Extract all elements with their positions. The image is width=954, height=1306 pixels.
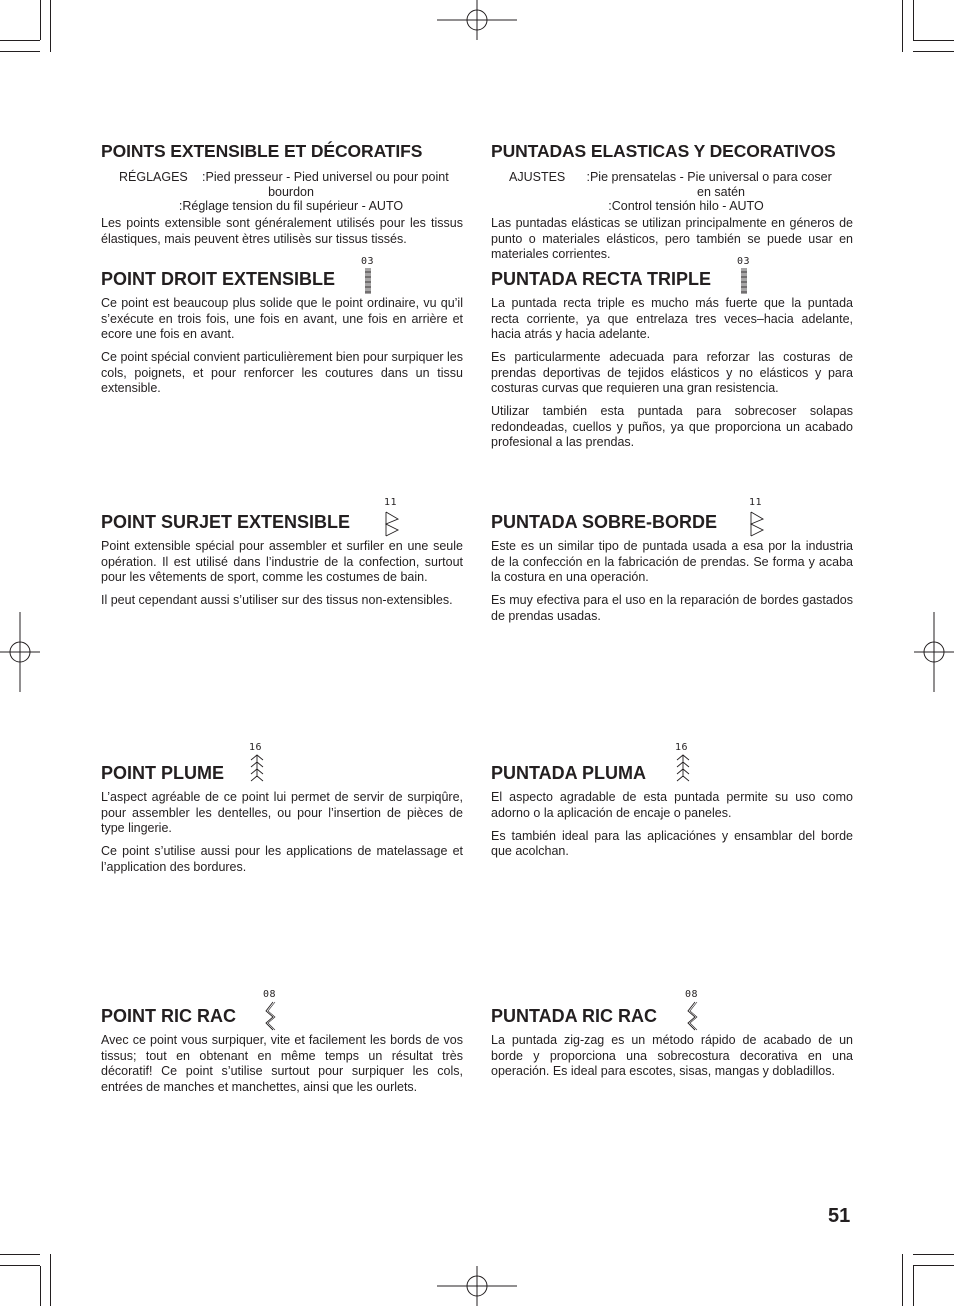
stitch-number: 03 bbox=[737, 256, 751, 267]
overedge-stitch-icon bbox=[749, 511, 767, 537]
paragraph: Es también ideal para las aplicaciónes y ensamblar del borde que acolchan. bbox=[491, 828, 853, 858]
intro-text bbox=[491, 216, 853, 270]
paragraph: Es particularmente adecuada para reforzar las costuras de prendas deportivas de tejidos elásticos y no elásticos y para costuras curvas que requieren una gran resistencia. bbox=[491, 350, 853, 395]
registration-mark-icon bbox=[0, 612, 40, 692]
settings-thread-tension: :Réglage tension du fil supérieur - AUTO bbox=[178, 199, 404, 213]
page-title: PUNTADAS ELASTICAS Y DECORATIVOS bbox=[491, 141, 836, 161]
crop-mark bbox=[0, 40, 40, 41]
triple-straight-stitch-icon bbox=[361, 268, 377, 294]
section-title: POINT RIC RAC bbox=[101, 1006, 236, 1026]
settings-block bbox=[509, 170, 853, 214]
ric-rac-stitch-icon bbox=[685, 1001, 701, 1031]
paragraph: Ce point s’utilise aussi pour les applications de matelassage et l’application des bordures. bbox=[101, 844, 463, 874]
settings-label: AJUSTES bbox=[509, 170, 566, 184]
paragraph: La puntada recta triple es mucho más fuerte que la puntada recta corriente, ya que entrelaza tres veces–hacia adelante, hacia atrás y hacia adelante. bbox=[491, 296, 853, 341]
crop-mark bbox=[0, 1265, 40, 1266]
stitch-number: 16 bbox=[249, 742, 263, 753]
stitch-number: 08 bbox=[685, 989, 699, 1000]
intro-paragraph: Las puntadas elásticas se utilizan principalmente en géneros de punto o materiales elásticos, pero también se puede usar en materiales corrientes. bbox=[491, 216, 853, 261]
paragraph: Avec ce point vous surpiquer, vite et facilement les bords de vos tissus; tout en obtenant en même temps un résultat très décoratif! Ce point s’utilise surtout pour surpiquer les cols, entrées de manches et manchettes, ainsi que les ourlets. bbox=[101, 1033, 463, 1094]
crop-mark bbox=[913, 40, 954, 41]
paragraph: Il peut cependant aussi s’utiliser sur des tissus non-extensibles. bbox=[101, 593, 453, 607]
crop-mark bbox=[913, 1254, 954, 1255]
stitch-number: 11 bbox=[749, 497, 763, 508]
crop-mark bbox=[913, 1266, 914, 1306]
ric-rac-stitch-icon bbox=[263, 1001, 279, 1031]
section-title: PUNTADA RIC RAC bbox=[491, 1006, 657, 1026]
section-triple-straight bbox=[491, 256, 853, 458]
section-title: POINT PLUME bbox=[101, 763, 225, 783]
paragraph: L’aspect agréable de ce point lui permet de servir de surpiqûre, pour assembler les dentelles, ou pour l’insertion de pièces de type lingerie. bbox=[101, 790, 463, 835]
stitch-number: 03 bbox=[361, 256, 375, 267]
settings-presser-foot: :Pie prensatelas - Pie universal o para coser bbox=[586, 170, 832, 184]
triple-straight-stitch-icon bbox=[737, 268, 753, 294]
crop-mark bbox=[902, 1254, 903, 1306]
section-ric-rac bbox=[491, 989, 853, 1087]
settings-presser-foot: :Pied presseur - Pied universel ou pour point bbox=[202, 170, 449, 184]
stitch-number: 08 bbox=[263, 989, 277, 1000]
stitch-number: 16 bbox=[675, 742, 689, 753]
paragraph: Utilizar también esta puntada para sobrecoser solapas redondeadas, cuellos y puños, ya que proporciona un acabado profesional a las prendas. bbox=[491, 404, 853, 449]
paragraph: Ce point est beaucoup plus solide que le point ordinaire, vu qu’il s’exécute en trois fois, une fois en avant, une fois en arrière et ecore une fois en avant. bbox=[101, 296, 463, 341]
feather-stitch-icon bbox=[249, 754, 267, 782]
registration-mark-icon bbox=[914, 612, 954, 692]
crop-mark bbox=[913, 51, 954, 52]
page-title: POINTS EXTENSIBLE ET DÉCORATIFS bbox=[101, 141, 423, 161]
section-title: PUNTADA RECTA TRIPLE bbox=[491, 269, 711, 289]
section-title: PUNTADA SOBRE-BORDE bbox=[491, 512, 718, 532]
stitch-number: 11 bbox=[384, 497, 398, 508]
section-ric-rac bbox=[101, 989, 463, 1103]
section-triple-straight bbox=[101, 256, 464, 404]
settings-thread-tension: :Control tensión hilo - AUTO bbox=[608, 199, 764, 213]
page-number: 51 bbox=[828, 1205, 851, 1227]
paragraph: Este es un similar tipo de puntada usada a esa por la industria de la confección en la fabricación de prendas. Se forma y acaba la costura en una operación. bbox=[491, 539, 853, 584]
paragraph: Point extensible spécial pour assembler et surfiler en une seule opération. Il est utilisé dans l’industrie de la confection, surtout pour les vêtements de sport, comme les costumes de bain. bbox=[101, 539, 463, 584]
section-overedge bbox=[101, 497, 463, 616]
paragraph: La puntada zig-zag es un método rápido de acabado de un borde y proporciona una sobrecostura decorativa en una operación. Es ideal para escotes, sisas, mangas y dobladillos. bbox=[491, 1033, 853, 1078]
section-title: PUNTADA PLUMA bbox=[491, 763, 646, 783]
settings-label: RÉGLAGES bbox=[119, 170, 188, 184]
intro-paragraph: Les points extensible sont généralement utilisés pour les tissus élastiques, mais peuvent ètres utilisès sur tissus tissés. bbox=[101, 216, 463, 246]
spanish-column bbox=[491, 0, 853, 1306]
section-overedge bbox=[491, 497, 853, 632]
paragraph: El aspecto agradable de esta puntada permite su uso como adorno o la aplicación de encaje o paneles. bbox=[491, 790, 853, 820]
paragraph: Es muy efectiva para el uso en la reparación de bordes gastados de prendas usadas. bbox=[491, 593, 853, 623]
crop-mark bbox=[902, 0, 903, 52]
crop-mark bbox=[50, 1254, 51, 1306]
settings-presser-foot-cont: en satén bbox=[697, 184, 745, 199]
crop-mark bbox=[50, 0, 51, 52]
overedge-stitch-icon bbox=[384, 511, 402, 537]
section-feather bbox=[491, 742, 853, 867]
section-title: POINT DROIT EXTENSIBLE bbox=[101, 269, 336, 289]
paragraph: Ce point spécial convient particulièrement bien pour surpiquer les cols, poignets, et pour renforcer les coutures dans un tissu extensible. bbox=[101, 350, 464, 395]
settings-presser-foot-cont: bourdon bbox=[268, 184, 314, 199]
crop-mark bbox=[913, 0, 914, 40]
intro-text bbox=[101, 216, 463, 255]
crop-mark bbox=[0, 51, 40, 52]
french-column bbox=[101, 0, 463, 1306]
crop-mark bbox=[40, 1266, 41, 1306]
crop-mark bbox=[913, 1265, 954, 1266]
crop-mark bbox=[40, 0, 41, 40]
section-title: POINT SURJET EXTENSIBLE bbox=[101, 512, 351, 532]
settings-block bbox=[119, 170, 463, 214]
crop-mark bbox=[0, 1254, 40, 1255]
section-feather bbox=[101, 742, 463, 883]
feather-stitch-icon bbox=[675, 754, 693, 782]
